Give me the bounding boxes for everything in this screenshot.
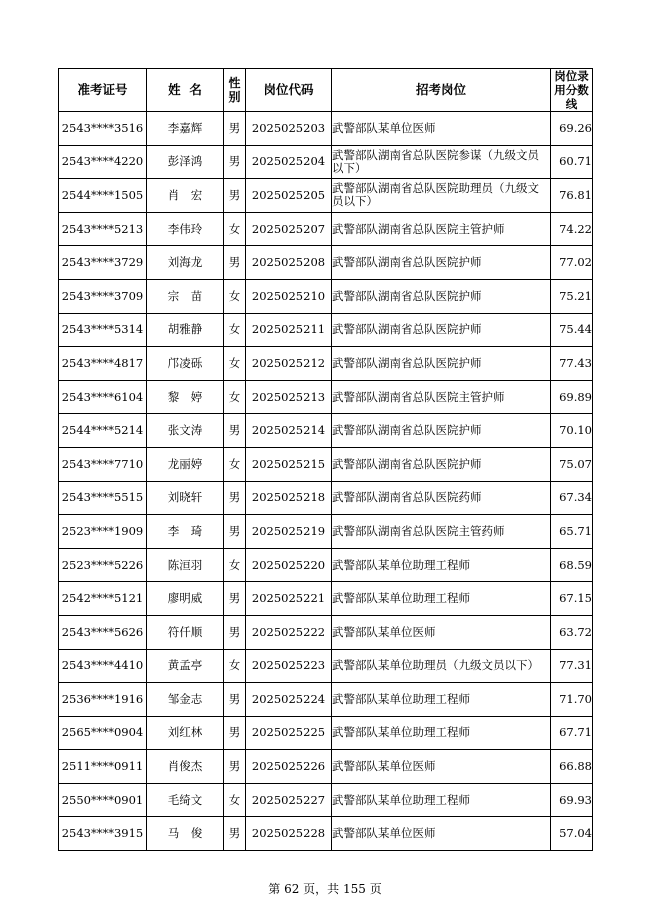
table-row	[59, 750, 593, 784]
position-title-text: 武警部队湖南省总队医院护师	[332, 456, 482, 471]
position-title-cell	[332, 649, 551, 683]
results-table	[58, 68, 593, 851]
position-title-cell	[332, 548, 551, 582]
position-code-cell: 2025025205	[246, 179, 332, 213]
candidate-sex-cell: 女	[224, 279, 246, 313]
position-title-cell	[332, 716, 551, 750]
cutoff-score-cell: 69.93	[551, 783, 593, 817]
header-id: 准考证号	[59, 69, 147, 112]
position-code-cell: 2025025224	[246, 683, 332, 717]
position-code-cell: 2025025222	[246, 615, 332, 649]
cutoff-score-cell: 77.43	[551, 347, 593, 381]
position-title-text: 武警部队湖南省总队医院主管护师	[332, 389, 505, 404]
table-row	[59, 313, 593, 347]
cutoff-score-cell: 75.44	[551, 313, 593, 347]
cutoff-score-cell: 65.71	[551, 515, 593, 549]
cutoff-score-cell: 75.07	[551, 447, 593, 481]
candidate-name-cell: 肖 宏	[147, 179, 224, 213]
position-title-cell	[332, 750, 551, 784]
cutoff-score-cell: 70.10	[551, 414, 593, 448]
table-row	[59, 212, 593, 246]
cutoff-score-cell: 77.02	[551, 246, 593, 280]
table-header-row	[59, 69, 593, 112]
candidate-id-cell: 2511****0911	[59, 750, 147, 784]
position-title-text: 武警部队某单位助理工程师	[332, 725, 470, 740]
table-row	[59, 548, 593, 582]
table-row	[59, 179, 593, 213]
cutoff-score-cell: 57.04	[551, 817, 593, 851]
position-title-cell	[332, 313, 551, 347]
candidate-id-cell: 2543****6104	[59, 380, 147, 414]
candidate-sex-cell: 男	[224, 750, 246, 784]
candidate-sex-cell: 男	[224, 414, 246, 448]
candidate-id-cell: 2543****5213	[59, 212, 147, 246]
table-row	[59, 817, 593, 851]
position-code-cell: 2025025214	[246, 414, 332, 448]
candidate-id-cell: 2565****0904	[59, 716, 147, 750]
candidate-id-cell: 2543****4817	[59, 347, 147, 381]
position-code-cell: 2025025210	[246, 279, 332, 313]
candidate-id-cell: 2543****3709	[59, 279, 147, 313]
table-body	[59, 112, 593, 851]
position-title-cell	[332, 279, 551, 313]
position-code-cell: 2025025211	[246, 313, 332, 347]
candidate-sex-cell: 男	[224, 716, 246, 750]
position-code-cell: 2025025219	[246, 515, 332, 549]
candidate-name-cell: 李伟玲	[147, 212, 224, 246]
position-title-cell	[332, 447, 551, 481]
candidate-sex-cell: 女	[224, 347, 246, 381]
candidate-sex-cell: 男	[224, 481, 246, 515]
candidate-name-cell: 毛绮文	[147, 783, 224, 817]
candidate-sex-cell: 男	[224, 683, 246, 717]
candidate-name-cell: 邹金志	[147, 683, 224, 717]
position-title-cell	[332, 414, 551, 448]
candidate-id-cell: 2523****5226	[59, 548, 147, 582]
position-title-cell	[332, 145, 551, 179]
position-title-cell	[332, 481, 551, 515]
position-title-text: 武警部队湖南省总队医院护师	[332, 322, 482, 337]
position-title-text: 武警部队湖南省总队医院助理员（九级文员以下）	[332, 181, 539, 209]
position-code-cell: 2025025221	[246, 582, 332, 616]
candidate-name-cell: 黄孟亭	[147, 649, 224, 683]
candidate-name-cell: 刘红林	[147, 716, 224, 750]
table-row	[59, 515, 593, 549]
table-row	[59, 481, 593, 515]
candidate-sex-cell: 男	[224, 179, 246, 213]
cutoff-score-cell: 67.34	[551, 481, 593, 515]
position-title-cell	[332, 179, 551, 213]
table-row	[59, 783, 593, 817]
position-title-cell	[332, 817, 551, 851]
candidate-id-cell: 2550****0901	[59, 783, 147, 817]
candidate-name-cell: 刘海龙	[147, 246, 224, 280]
position-title-text: 武警部队某单位医师	[332, 624, 436, 639]
candidate-sex-cell: 女	[224, 548, 246, 582]
position-title-text: 武警部队某单位助理工程师	[332, 792, 470, 807]
candidate-id-cell: 2523****1909	[59, 515, 147, 549]
candidate-name-cell: 邝凌砾	[147, 347, 224, 381]
position-title-text: 武警部队湖南省总队医院护师	[332, 423, 482, 438]
position-title-text: 武警部队湖南省总队医院主管药师	[332, 523, 505, 538]
position-code-cell: 2025025227	[246, 783, 332, 817]
cutoff-score-cell: 66.88	[551, 750, 593, 784]
cutoff-score-cell: 74.22	[551, 212, 593, 246]
candidate-name-cell: 龙丽婷	[147, 447, 224, 481]
table-row	[59, 145, 593, 179]
candidate-sex-cell: 男	[224, 582, 246, 616]
position-code-cell: 2025025208	[246, 246, 332, 280]
position-code-cell: 2025025225	[246, 716, 332, 750]
candidate-id-cell: 2543****3915	[59, 817, 147, 851]
position-title-text: 武警部队湖南省总队医院护师	[332, 288, 482, 303]
position-title-cell	[332, 683, 551, 717]
candidate-sex-cell: 男	[224, 817, 246, 851]
position-title-text: 武警部队湖南省总队医院护师	[332, 355, 482, 370]
position-code-cell: 2025025215	[246, 447, 332, 481]
position-code-cell: 2025025212	[246, 347, 332, 381]
cutoff-score-cell: 76.81	[551, 179, 593, 213]
position-title-text: 武警部队某单位医师	[332, 826, 436, 841]
candidate-sex-cell: 男	[224, 246, 246, 280]
cutoff-score-cell: 63.72	[551, 615, 593, 649]
candidate-name-cell: 廖明威	[147, 582, 224, 616]
candidate-id-cell: 2543****4410	[59, 649, 147, 683]
candidate-name-cell: 李嘉辉	[147, 112, 224, 146]
table-row	[59, 112, 593, 146]
position-code-cell: 2025025226	[246, 750, 332, 784]
header-name: 姓 名	[147, 69, 224, 112]
position-code-cell: 2025025228	[246, 817, 332, 851]
candidate-name-cell: 张文涛	[147, 414, 224, 448]
candidate-name-cell: 黎 婷	[147, 380, 224, 414]
cutoff-score-cell: 69.26	[551, 112, 593, 146]
candidate-name-cell: 胡雅静	[147, 313, 224, 347]
position-code-cell: 2025025203	[246, 112, 332, 146]
position-title-text: 武警部队某单位医师	[332, 759, 436, 774]
position-code-cell: 2025025204	[246, 145, 332, 179]
position-title-text: 武警部队湖南省总队医院主管护师	[332, 221, 505, 236]
candidate-id-cell: 2544****5214	[59, 414, 147, 448]
position-title-text: 武警部队某单位助理工程师	[332, 691, 470, 706]
position-title-cell	[332, 347, 551, 381]
candidate-sex-cell: 女	[224, 783, 246, 817]
cutoff-score-cell: 71.70	[551, 683, 593, 717]
candidate-sex-cell: 男	[224, 515, 246, 549]
position-title-cell	[332, 112, 551, 146]
candidate-id-cell: 2543****4220	[59, 145, 147, 179]
candidate-name-cell: 宗 苗	[147, 279, 224, 313]
candidate-sex-cell: 女	[224, 212, 246, 246]
cutoff-score-cell: 60.71	[551, 145, 593, 179]
header-code: 岗位代码	[246, 69, 332, 112]
header-post: 招考岗位	[332, 69, 551, 112]
candidate-name-cell: 彭泽鸿	[147, 145, 224, 179]
cutoff-score-cell: 67.15	[551, 582, 593, 616]
candidate-name-cell: 刘晓轩	[147, 481, 224, 515]
table-row	[59, 447, 593, 481]
candidate-id-cell: 2543****5314	[59, 313, 147, 347]
position-title-cell	[332, 615, 551, 649]
candidate-id-cell: 2543****5515	[59, 481, 147, 515]
candidate-id-cell: 2544****1505	[59, 179, 147, 213]
candidate-name-cell: 符仟顺	[147, 615, 224, 649]
position-title-cell	[332, 212, 551, 246]
table-row	[59, 279, 593, 313]
candidate-sex-cell: 男	[224, 145, 246, 179]
candidate-id-cell: 2543****3516	[59, 112, 147, 146]
table-row	[59, 347, 593, 381]
position-title-text: 武警部队湖南省总队医院参谋（九级文员以下）	[332, 147, 539, 175]
header-score: 岗位录用分数线	[551, 69, 593, 112]
cutoff-score-cell: 68.59	[551, 548, 593, 582]
position-title-cell	[332, 246, 551, 280]
candidate-id-cell: 2543****5626	[59, 615, 147, 649]
position-code-cell: 2025025218	[246, 481, 332, 515]
table-row	[59, 683, 593, 717]
candidate-sex-cell: 女	[224, 649, 246, 683]
cutoff-score-cell: 77.31	[551, 649, 593, 683]
table-row	[59, 380, 593, 414]
position-title-text: 武警部队湖南省总队医院药师	[332, 490, 482, 505]
position-title-cell	[332, 515, 551, 549]
position-title-cell	[332, 380, 551, 414]
position-title-text: 武警部队某单位助理员（九级文员以下）	[332, 658, 539, 673]
position-code-cell: 2025025223	[246, 649, 332, 683]
position-code-cell: 2025025207	[246, 212, 332, 246]
candidate-sex-cell: 女	[224, 313, 246, 347]
candidate-name-cell: 马 俊	[147, 817, 224, 851]
table-row	[59, 649, 593, 683]
candidate-sex-cell: 男	[224, 112, 246, 146]
table-row	[59, 582, 593, 616]
page-number: 第 62 页，共 155 页	[268, 882, 382, 896]
table-row	[59, 716, 593, 750]
candidate-sex-cell: 女	[224, 447, 246, 481]
position-title-text: 武警部队某单位助理工程师	[332, 557, 470, 572]
table-row	[59, 414, 593, 448]
candidate-sex-cell: 男	[224, 615, 246, 649]
candidate-name-cell: 陈洹羽	[147, 548, 224, 582]
position-title-cell	[332, 783, 551, 817]
position-title-text: 武警部队某单位助理工程师	[332, 591, 470, 606]
candidate-name-cell: 肖俊杰	[147, 750, 224, 784]
candidate-sex-cell: 女	[224, 380, 246, 414]
position-code-cell: 2025025213	[246, 380, 332, 414]
position-title-text: 武警部队某单位医师	[332, 120, 436, 135]
header-sex: 性别	[224, 69, 246, 112]
candidate-id-cell: 2543****3729	[59, 246, 147, 280]
candidate-id-cell: 2536****1916	[59, 683, 147, 717]
candidate-name-cell: 李 琦	[147, 515, 224, 549]
cutoff-score-cell: 69.89	[551, 380, 593, 414]
position-title-cell	[332, 582, 551, 616]
position-code-cell: 2025025220	[246, 548, 332, 582]
table-row	[59, 615, 593, 649]
position-title-text: 武警部队湖南省总队医院护师	[332, 255, 482, 270]
cutoff-score-cell: 75.21	[551, 279, 593, 313]
candidate-id-cell: 2543****7710	[59, 447, 147, 481]
table-row	[59, 246, 593, 280]
cutoff-score-cell: 67.71	[551, 716, 593, 750]
candidate-id-cell: 2542****5121	[59, 582, 147, 616]
